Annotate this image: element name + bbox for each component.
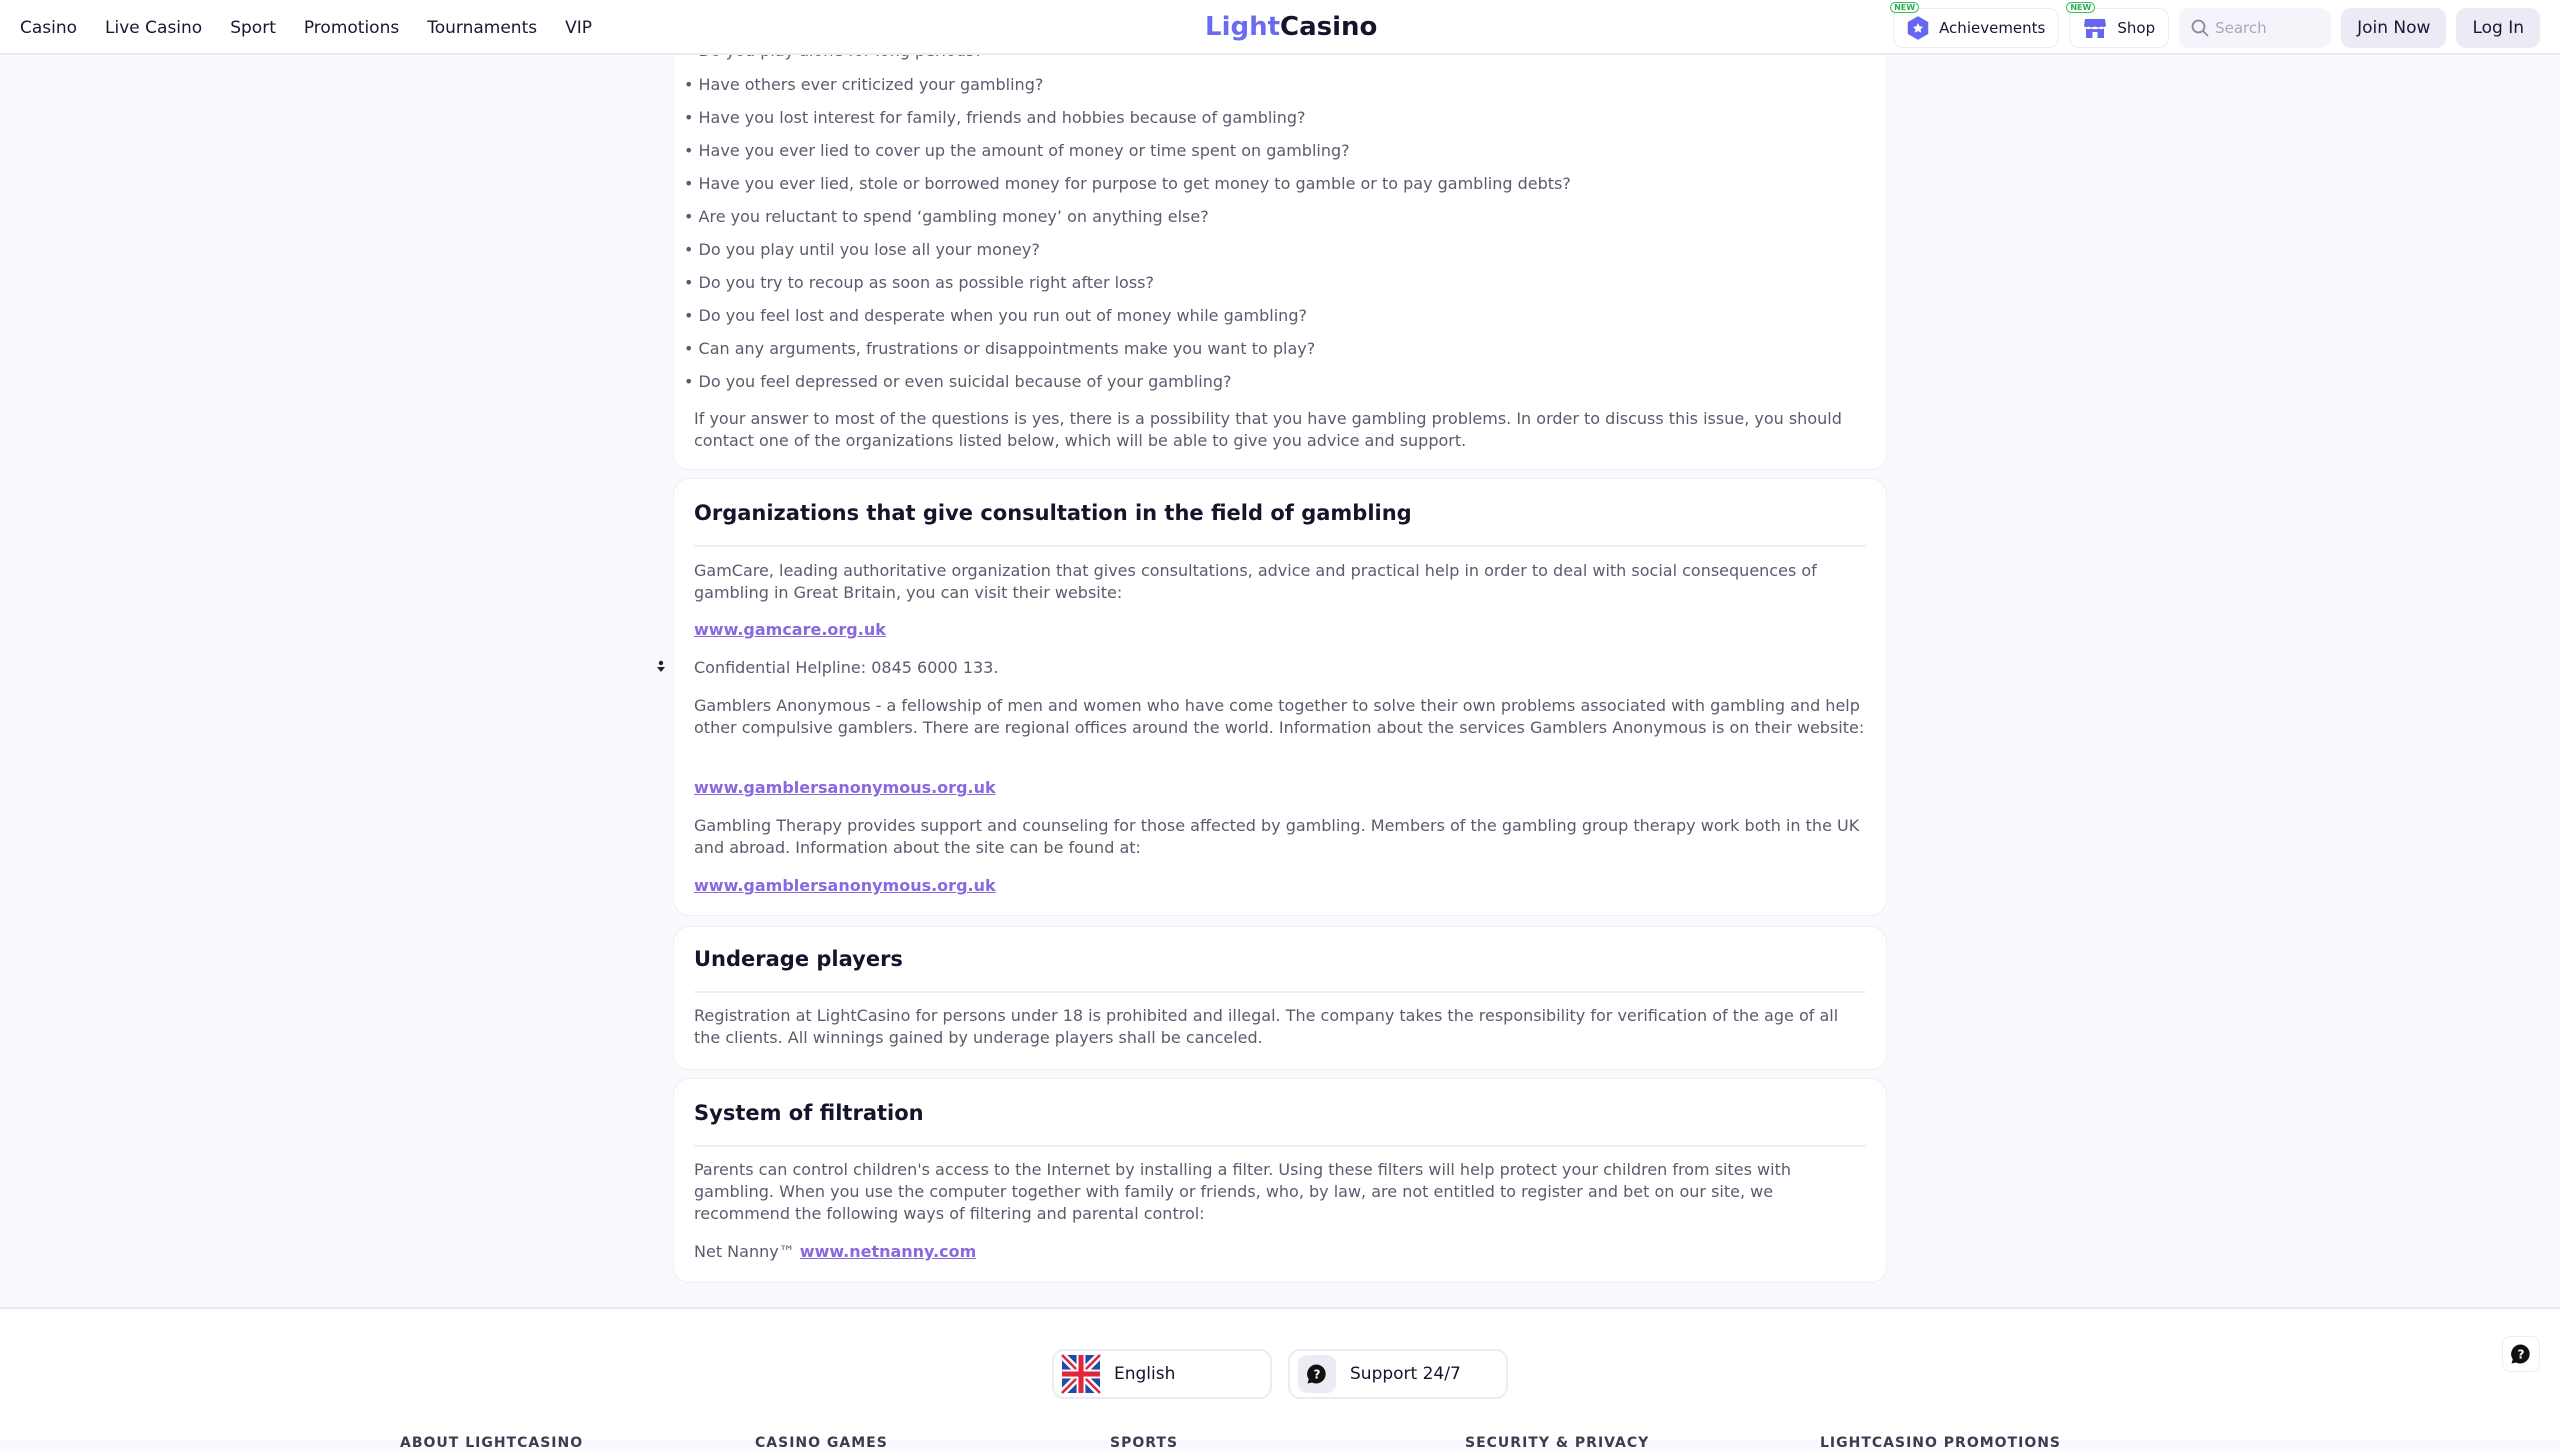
new-badge: NEW bbox=[2066, 2, 2095, 13]
question-item: • Can any arguments, frustrations or disappointments make you want to play? bbox=[684, 339, 1316, 358]
question-item: • Have you ever lied to cover up the amount of money or time spent on gambling? bbox=[684, 141, 1350, 160]
question-item: • Do you feel depressed or even suicidal because of your gambling? bbox=[684, 372, 1232, 391]
shop-button[interactable] bbox=[2069, 3, 2169, 48]
support-icon-wrap bbox=[1298, 1355, 1336, 1393]
achievements-label: Achievements bbox=[1939, 19, 2046, 37]
underage-text: Registration at LightCasino for persons under 18 is prohibited and illegal. The company takes the responsibility for verification of the age of all the clients. All winnings gained by underage players shall be canceled. bbox=[694, 1006, 1839, 1047]
language-label: English bbox=[1114, 1364, 1176, 1384]
shop-label: Shop bbox=[2117, 19, 2156, 37]
divider bbox=[694, 991, 1866, 993]
join-now-button[interactable]: Join Now bbox=[2341, 8, 2446, 48]
support-button[interactable] bbox=[1288, 1349, 1508, 1399]
nav-promotions[interactable]: Promotions bbox=[303, 17, 400, 38]
uk-flag-icon bbox=[1062, 1355, 1100, 1393]
help-chat-icon bbox=[1306, 1363, 1328, 1385]
search-icon bbox=[2191, 19, 2209, 37]
gamcare-text: GamCare, leading authoritative organization that gives consultations, advice and practical help in order to deal with social consequences of gambling in Great Britain, you can visit their website: bbox=[694, 561, 1817, 602]
support-label: Support 24/7 bbox=[1350, 1364, 1461, 1384]
question-item: • Have others ever criticized your gambling? bbox=[684, 75, 1044, 94]
ga-paragraph bbox=[694, 777, 1866, 799]
question-item: • Do you try to recoup as soon as possible right after loss? bbox=[684, 273, 1154, 292]
header-actions bbox=[1893, 3, 2540, 48]
footer bbox=[0, 1307, 2560, 1451]
gambling-therapy-link[interactable]: www.gamblersanonymous.org.uk bbox=[694, 876, 996, 895]
gamcare-paragraph bbox=[694, 619, 1866, 641]
questions-card bbox=[673, 0, 1887, 470]
gamcare-link[interactable]: www.gamcare.org.uk bbox=[694, 620, 886, 639]
new-badge: NEW bbox=[1890, 2, 1919, 13]
login-button[interactable]: Log In bbox=[2456, 8, 2540, 48]
site-logo[interactable] bbox=[1205, 12, 1377, 42]
svg-text:?: ? bbox=[2517, 1347, 2525, 1362]
language-selector[interactable] bbox=[1052, 1349, 1272, 1399]
helpline-text: Confidential Helpline: 0845 6000 133. bbox=[694, 658, 999, 677]
footer-column-casino-games[interactable]: CASINO GAMES bbox=[755, 1435, 888, 1451]
netnanny-label: Net Nanny™ bbox=[694, 1242, 795, 1261]
question-item: • Have you lost interest for family, friends and hobbies because of gambling? bbox=[684, 108, 1306, 127]
nav-vip[interactable]: VIP bbox=[565, 17, 592, 38]
search-box[interactable] bbox=[2179, 8, 2331, 48]
nav-casino[interactable]: Casino bbox=[20, 17, 78, 38]
questions-conclusion: If your answer to most of the questions is yes, there is a possibility that you have gambling problems. In order to discuss this issue, you should contact one of the organizations listed below, which will be able to give you advice and support. bbox=[694, 409, 1842, 450]
divider bbox=[694, 545, 1866, 547]
question-item: • Do you feel lost and desperate when you run out of money while gambling? bbox=[684, 306, 1307, 325]
footer-column-security[interactable]: SECURITY & PRIVACY bbox=[1465, 1435, 1650, 1451]
gamblers-anonymous-link[interactable]: www.gamblersanonymous.org.uk bbox=[694, 778, 996, 797]
footer-column-promotions[interactable]: LIGHTCASINO PROMOTIONS bbox=[1820, 1435, 2062, 1451]
footer-column-about[interactable]: ABOUT LIGHTCASINO bbox=[400, 1435, 584, 1451]
question-item: • Do you play until you lose all your money? bbox=[684, 240, 1040, 259]
filtration-card bbox=[673, 1078, 1887, 1283]
underage-card bbox=[673, 926, 1887, 1070]
nav-sport[interactable]: Sport bbox=[230, 17, 276, 38]
main-nav bbox=[20, 0, 620, 55]
nav-live-casino[interactable]: Live Casino bbox=[105, 17, 203, 38]
netnanny-paragraph bbox=[694, 1241, 1866, 1263]
therapy-paragraph bbox=[694, 875, 1866, 897]
achievement-star-icon bbox=[1907, 16, 1929, 40]
help-chat-icon bbox=[2510, 1343, 2532, 1365]
netnanny-link[interactable]: www.netnanny.com bbox=[799, 1242, 977, 1261]
filtration-title: System of filtration bbox=[694, 1101, 924, 1125]
footer-column-sports[interactable]: SPORTS bbox=[1110, 1435, 1179, 1451]
gambling-therapy-text: Gambling Therapy provides support and counseling for those affected by gambling. Members of the gambling group therapy work both in the UK and abroad. Information about the site can be found at: bbox=[694, 816, 1860, 857]
nav-tournaments[interactable]: Tournaments bbox=[427, 17, 538, 38]
logo-light: Light bbox=[1205, 12, 1281, 42]
question-item: • Have you ever lied, stole or borrowed money for purpose to get money to gamble or to pay gambling debts? bbox=[684, 174, 1571, 193]
sort-handle-icon[interactable] bbox=[655, 657, 667, 677]
gamblers-anonymous-text: Gamblers Anonymous - a fellowship of men and women who have come together to solve their own problems associated with gambling and help other compulsive gamblers. There are regional offices around the world. Information about the services Gamblers Anonymous is on their website: bbox=[694, 696, 1865, 737]
help-chat-button[interactable] bbox=[2502, 1336, 2540, 1372]
organizations-title: Organizations that give consultation in the field of gambling bbox=[694, 501, 1412, 525]
underage-title: Underage players bbox=[694, 947, 903, 971]
search-input[interactable] bbox=[2215, 19, 2325, 37]
logo-casino: Casino bbox=[1280, 12, 1378, 42]
organizations-card bbox=[673, 478, 1887, 916]
top-header bbox=[0, 0, 2560, 55]
svg-text:?: ? bbox=[1313, 1367, 1321, 1382]
shop-storefront-icon bbox=[2083, 16, 2107, 40]
filtration-text: Parents can control children's access to the Internet by installing a filter. Using these filters will help protect your children from sites with gambling. When you use the computer together with family or friends, who, by law, are not entitled to register and bet on our site, we recommend the following ways of filtering and parental control: bbox=[694, 1160, 1791, 1223]
question-item: • Are you reluctant to spend ‘gambling money’ on anything else? bbox=[684, 207, 1209, 226]
achievements-button[interactable] bbox=[1893, 3, 2059, 48]
divider bbox=[694, 1145, 1866, 1147]
